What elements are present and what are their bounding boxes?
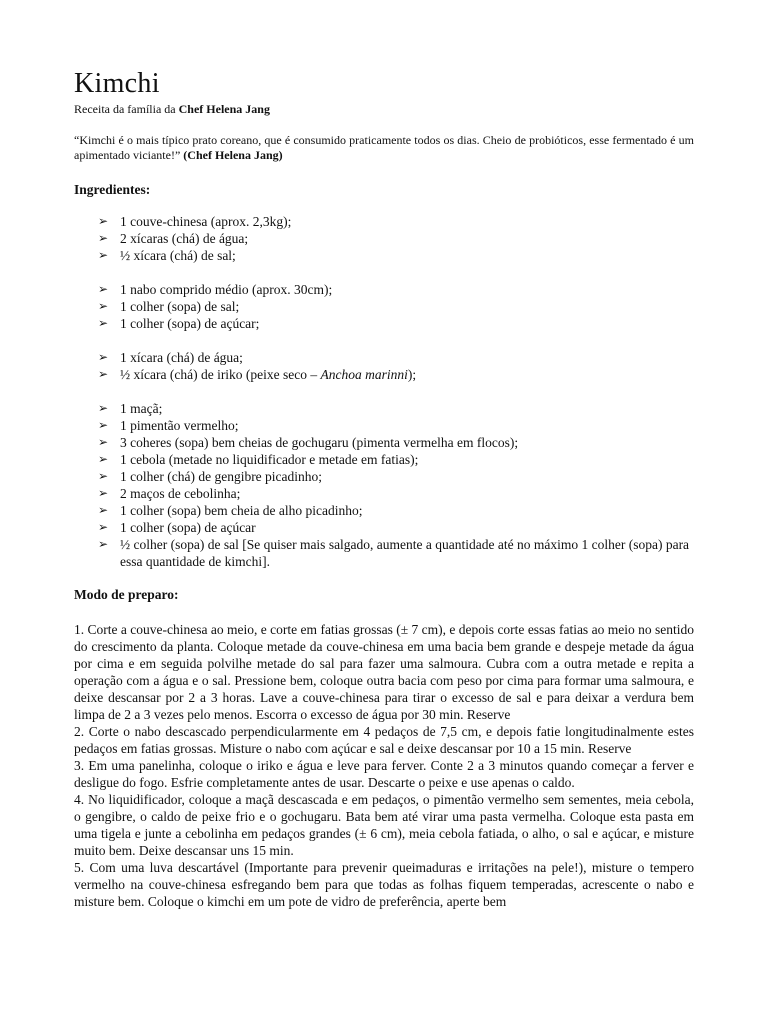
- method-step: 5. Com uma luva descartável (Importante para prevenir queimaduras e irritações na pele!), misture o tempero vermelho na couve-chinesa esfregando bem para que todas as folhas fiquem temperadas, acrescente o nabo e misture bem. Coloque o kimchi em um pote de vidro de preferência, aperte bem: [74, 860, 694, 909]
- method-steps: [74, 621, 694, 910]
- method-step: 2. Corte o nabo descascado perpendicularmente em 4 pedaços de 7,5 cm, e depois fatie longitudinalmente estes pedaços em fatias grossas. Misture o nabo com açúcar e sal e deixe descansar por 10 a 15 min. Reserve: [74, 724, 694, 756]
- arrow-bullet-icon: ➢: [98, 367, 109, 381]
- arrow-bullet-icon: ➢: [98, 435, 109, 449]
- ingredient-text: 2 maços de cebolinha;: [120, 486, 241, 501]
- arrow-bullet-icon: ➢: [98, 503, 109, 517]
- arrow-bullet-icon: ➢: [98, 282, 109, 296]
- intro-quote: [74, 133, 694, 163]
- arrow-bullet-icon: ➢: [98, 401, 109, 415]
- ingredient-text: ½ xícara (chá) de iriko (peixe seco – Anchoa marinni);: [120, 367, 417, 382]
- method-step: 3. Em uma panelinha, coloque o iriko e água e leve para ferver. Conte 2 a 3 minutos quando começar a ferver e desligue do fogo. Esfrie completamente antes de usar. Descarte o peixe e use apenas o caldo.: [74, 758, 694, 790]
- ingredient-text: 3 coheres (sopa) bem cheias de gochugaru (pimenta vermelha em flocos);: [120, 435, 519, 450]
- ingredient-group: [74, 400, 694, 570]
- ingredient-item: [74, 434, 694, 451]
- arrow-bullet-icon: ➢: [98, 316, 109, 330]
- ingredient-item: [74, 213, 694, 230]
- ingredient-item: [74, 485, 694, 502]
- arrow-bullet-icon: ➢: [98, 214, 109, 228]
- arrow-bullet-icon: ➢: [98, 299, 109, 313]
- ingredient-text: 1 colher (sopa) bem cheia de alho picadinho;: [120, 503, 363, 518]
- subtitle: [74, 102, 694, 117]
- ingredient-item: [74, 247, 694, 264]
- subtitle-prefix: Receita da família da: [74, 102, 179, 116]
- ingredient-text: 1 cebola (metade no liquidificador e metade em fatias);: [120, 452, 419, 467]
- page-title: Kimchi: [74, 68, 160, 99]
- ingredient-text: 1 nabo comprido médio (aprox. 30cm);: [120, 282, 333, 297]
- ingredient-item: [74, 468, 694, 485]
- method-heading: Modo de preparo:: [74, 587, 179, 602]
- ingredient-item: [74, 230, 694, 247]
- ingredient-text: ½ xícara (chá) de sal;: [120, 248, 236, 263]
- ingredient-item: [74, 315, 694, 332]
- method-step: 4. No liquidificador, coloque a maçã descascada e em pedaços, o pimentão vermelho sem sementes, meia cebola, o gengibre, o caldo de peixe frio e o gochugaru. Bata bem até virar uma pasta vermelha. Coloque esta pasta em uma tigela e junte a cebolinha em pedaços grandes (± 6 cm), meia cebola fatiada, o alho, o sal e açúcar, e misture muito bem. Deixe descansar uns 15 min.: [74, 792, 694, 858]
- ingredients-list: [74, 213, 694, 570]
- quote-text: “Kimchi é o mais típico prato coreano, que é consumido praticamente todos os dias. Cheio de probióticos, esse fermentado é um apimentado viciante!”: [74, 133, 694, 162]
- ingredient-group: [74, 349, 694, 383]
- method-step: 1. Corte a couve-chinesa ao meio, e corte em fatias grossas (± 7 cm), e depois corte essas fatias ao meio no sentido do crescimento da planta. Coloque metade da couve-chinesa em uma bacia bem grande e despeje metade da água por cima e em seguida polvilhe metade do sal para fazer uma salmoura. Cubra com a outra metade e repita a operação com a água e o sal. Pressione bem, coloque outra bacia com peso por cima para formar uma salmoura, e deixe descansar por 2 a 3 horas. Lave a couve-chinesa para tirar o excesso de sal e para deixar a verdura bem limpa de 2 a 3 vezes pelo menos. Escorra o excesso de água por 30 min. Reserve: [74, 622, 694, 722]
- ingredient-group: [74, 213, 694, 264]
- ingredient-text: 1 colher (chá) de gengibre picadinho;: [120, 469, 323, 484]
- ingredients-heading: Ingredientes:: [74, 182, 151, 197]
- arrow-bullet-icon: ➢: [98, 486, 109, 500]
- arrow-bullet-icon: ➢: [98, 452, 109, 466]
- arrow-bullet-icon: ➢: [98, 231, 109, 245]
- ingredient-item: [74, 349, 694, 366]
- arrow-bullet-icon: ➢: [98, 469, 109, 483]
- chef-name: Chef Helena Jang: [178, 102, 270, 116]
- ingredient-text: 1 maçã;: [120, 401, 163, 416]
- ingredient-text: 1 colher (sopa) de açúcar;: [120, 316, 260, 331]
- ingredient-item: [74, 366, 694, 383]
- ingredient-item: [74, 502, 694, 519]
- ingredient-text: 2 xícaras (chá) de água;: [120, 231, 249, 246]
- ingredient-item: [74, 451, 694, 468]
- quote-author: (Chef Helena Jang): [183, 148, 283, 162]
- ingredient-item: [74, 281, 694, 298]
- arrow-bullet-icon: ➢: [98, 537, 109, 551]
- ingredient-text: 1 xícara (chá) de água;: [120, 350, 243, 365]
- ingredient-text: 1 colher (sopa) de sal;: [120, 299, 240, 314]
- ingredient-text: ½ colher (sopa) de sal [Se quiser mais salgado, aumente a quantidade até no máximo 1 colher (sopa) para essa quantidade de kimchi].: [120, 537, 690, 569]
- ingredient-item: [74, 536, 694, 570]
- ingredient-group: [74, 281, 694, 332]
- ingredient-item: [74, 298, 694, 315]
- arrow-bullet-icon: ➢: [98, 418, 109, 432]
- ingredient-item: [74, 417, 694, 434]
- ingredient-item: [74, 400, 694, 417]
- ingredient-text: 1 pimentão vermelho;: [120, 418, 239, 433]
- species-name: Anchoa marinni: [320, 367, 408, 382]
- ingredient-item: [74, 519, 694, 536]
- ingredient-text: 1 colher (sopa) de açúcar: [120, 520, 256, 535]
- arrow-bullet-icon: ➢: [98, 520, 109, 534]
- ingredient-text: 1 couve-chinesa (aprox. 2,3kg);: [120, 214, 292, 229]
- arrow-bullet-icon: ➢: [98, 350, 109, 364]
- arrow-bullet-icon: ➢: [98, 248, 109, 262]
